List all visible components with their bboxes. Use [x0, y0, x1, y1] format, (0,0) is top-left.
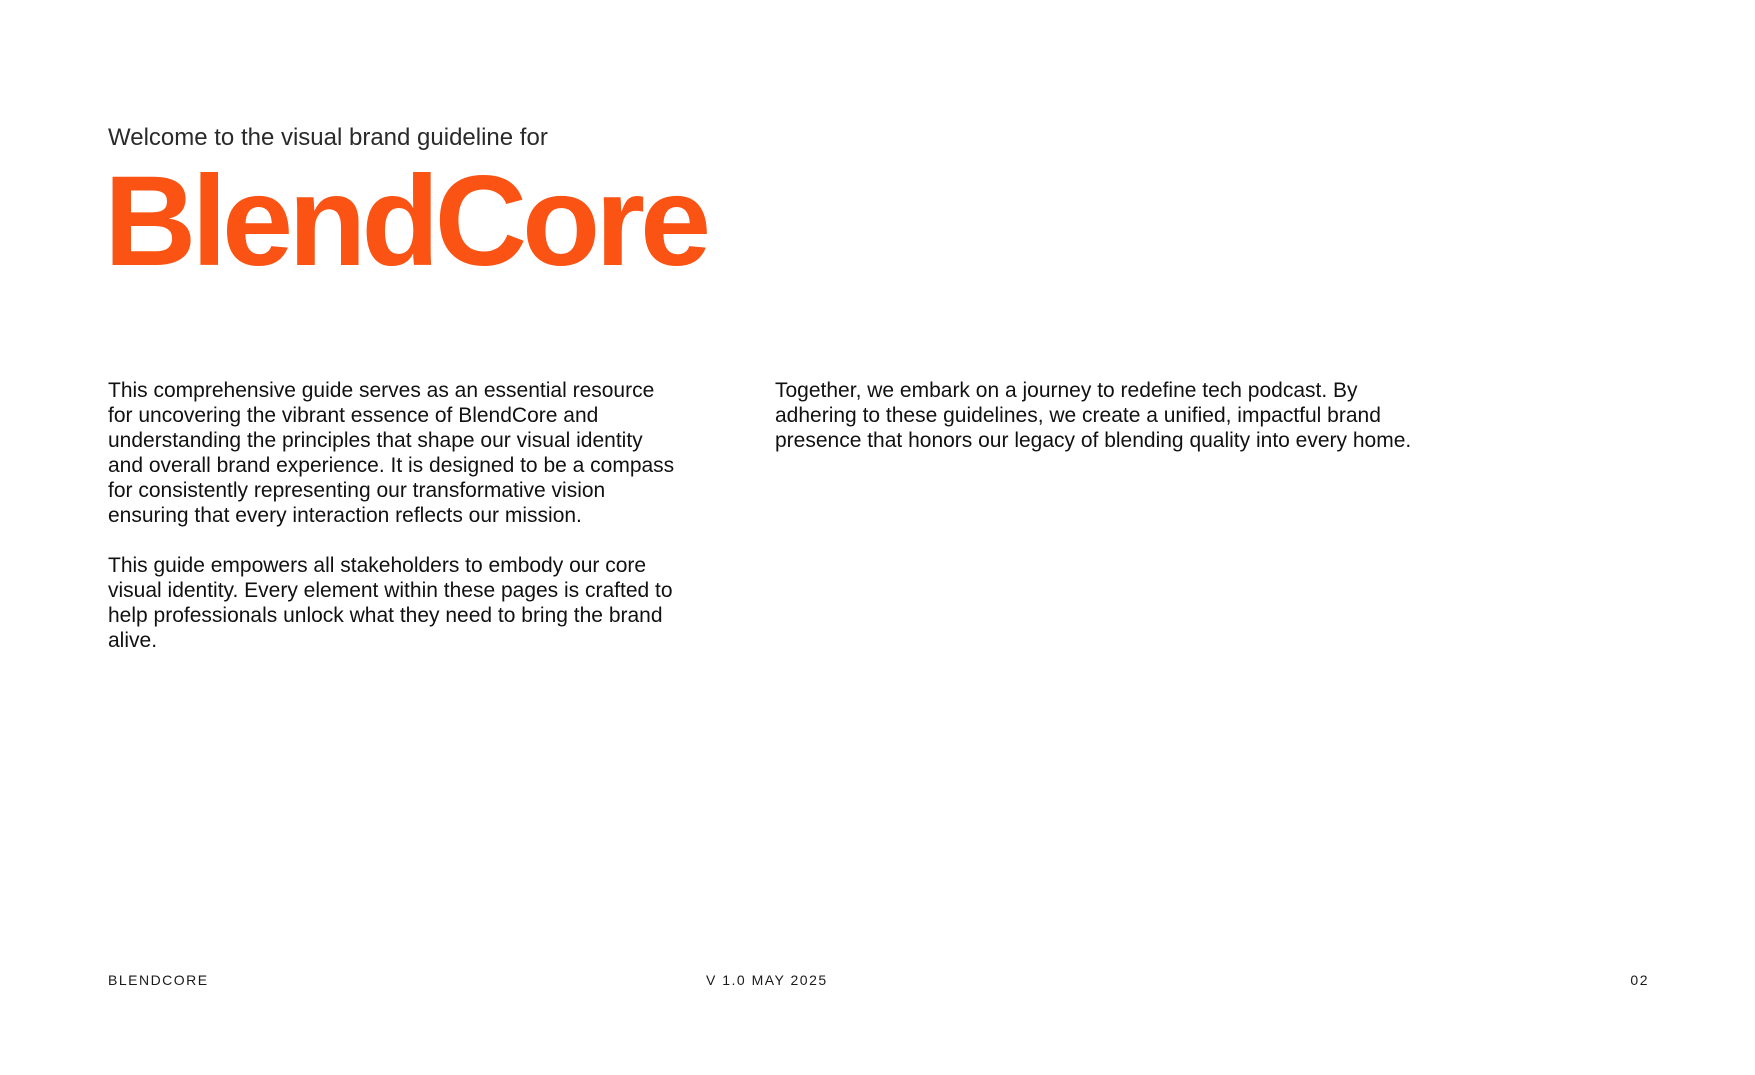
paragraph: Together, we embark on a journey to redefine tech podcast. By adhering to these guidelines, we create a unified, impactful brand presence that honors our legacy of blending quality into every home.	[775, 379, 1412, 452]
footer-brand: BLENDCORE	[108, 972, 209, 988]
paragraph: This guide empowers all stakeholders to embody our core visual identity. Every element within these pages is crafted to help professionals unlock what they need to bring the brand alive.	[108, 554, 673, 652]
left-column	[108, 378, 678, 678]
footer-version: V 1.0 MAY 2025	[706, 972, 828, 988]
right-column	[775, 378, 1435, 478]
page-number: 02	[1630, 972, 1649, 988]
intro-text: Welcome to the visual brand guideline for	[108, 124, 548, 151]
paragraph: This comprehensive guide serves as an essential resource for uncovering the vibrant essence of BlendCore and understanding the principles that shape our visual identity and overall brand experience. It is designed to be a compass for consistently representing our transformative vision ensuring that every interaction reflects our mission.	[108, 379, 675, 527]
brand-title: BlendCore	[104, 150, 707, 293]
